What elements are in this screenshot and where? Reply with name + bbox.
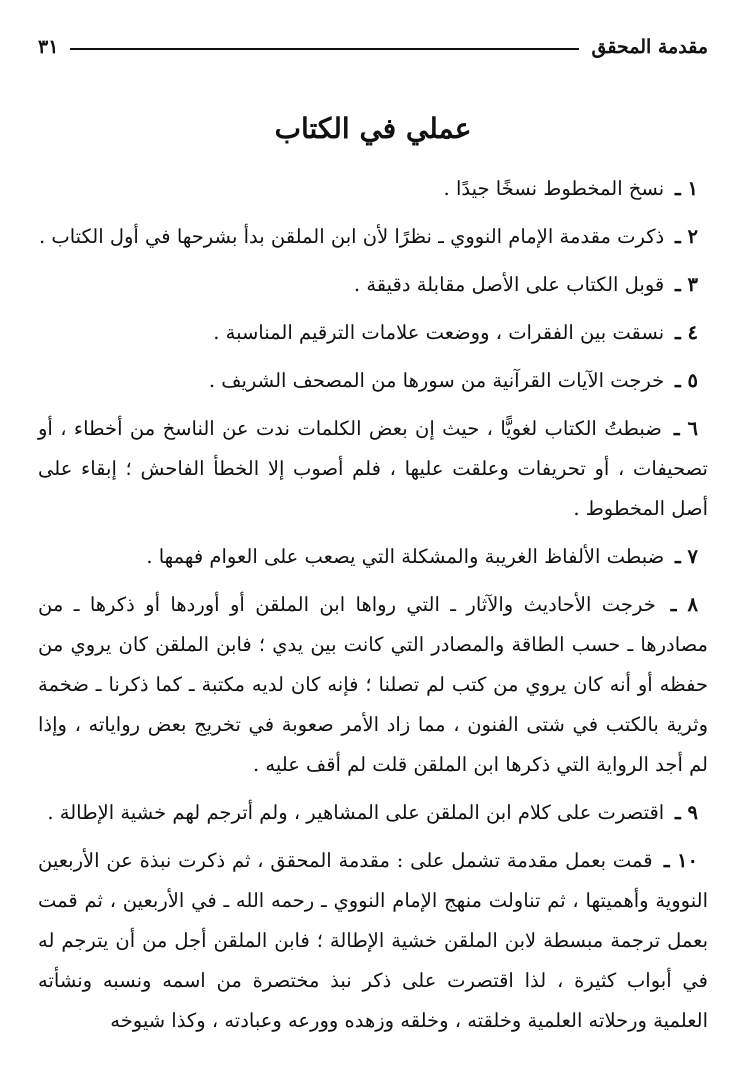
item-text: خرجت الأحاديث والآثار ـ التي رواها ابن الملقن أو أوردها أو ذكرها ـ من مصادرها ـ حسب الطاقة والمصادر التي كانت بين يدي ؛ فابن الملقن كان يروي من حفظه أو أنه كان يروي من كتب لم تصلنا ؛ فإنه كان لديه مكتبة ـ كما ذكرنا ـ ضخمة وثرية بالكتب في شتى الفنون ، مما زاد الأمر صعوبة في تخريج بعض رواياته ، وإذا لم أجد الرواية التي ذكرها ابن الملقن قلت لم أقف عليه . <box>38 593 708 776</box>
item-number: ١ ـ <box>668 177 698 200</box>
item-number: ٥ ـ <box>668 369 698 392</box>
running-header <box>38 32 708 62</box>
item-number: ٢ ـ <box>668 225 698 248</box>
item-number: ٧ ـ <box>668 545 698 568</box>
item-text: قوبل الكتاب على الأصل مقابلة دقيقة . <box>353 273 665 296</box>
item-text: قمت بعمل مقدمة تشمل على : مقدمة المحقق ، ثم ذكرت نبذة عن الأربعين النووية وأهميتها ، ثم تناولت منهج الإمام النووي ـ رحمه الله ـ في الأربعين ، ثم قمت بعمل ترجمة مبسطة لابن الملقن خشية الإطالة ؛ فابن الملقن أجل من أن يترجم له في أبواب كثيرة ، لذا اقتصرت على ذكر نبذ مختصرة من اسمه ونسبه ونشأته العلمية ورحلاته العلمية وخلقته ، وخلقه وزهده وورعه وعبادته ، وكذا شيوخه <box>38 849 708 1032</box>
item-text: نسخ المخطوط نسخًا جيدًا . <box>443 177 665 200</box>
list-item <box>38 585 708 785</box>
list-item <box>38 793 708 833</box>
items-list <box>38 169 708 1041</box>
list-item <box>38 841 708 1041</box>
item-text: خرجت الآيات القرآنية من سورها من المصحف الشريف . <box>208 369 665 392</box>
list-item <box>38 409 708 529</box>
list-item <box>38 217 708 257</box>
section-title: عملي في الكتاب <box>274 112 472 145</box>
item-text: اقتصرت على كلام ابن الملقن على المشاهير ، ولم أترجم لهم خشية الإطالة . <box>47 801 665 824</box>
item-number: ٦ ـ <box>665 417 698 440</box>
item-text: نسقت بين الفقرات ، ووضعت علامات الترقيم المناسبة . <box>213 321 665 344</box>
list-item <box>38 265 708 305</box>
item-number: ٨ ـ <box>659 593 698 616</box>
list-item <box>38 313 708 353</box>
item-text: ذكرت مقدمة الإمام النووي ـ نظرًا لأن ابن الملقن بدأ بشرحها في أول الكتاب . <box>38 225 665 248</box>
item-number: ٤ ـ <box>668 321 698 344</box>
page-number: ٣١ <box>38 36 59 58</box>
item-text: ضبطتُ الكتاب لغويًّا ، حيث إن بعض الكلمات ندت عن الناسخ من أخطاء ، أو تصحيفات ، أو تحريفات وعلقت عليها ، فلم أصوب إلا الخطأ الفاحش ؛ إبقاء على أصل المخطوط . <box>38 417 708 520</box>
header-rule <box>70 48 579 50</box>
item-number: ١٠ ـ <box>656 849 698 872</box>
item-number: ٩ ـ <box>668 801 698 824</box>
list-item <box>38 361 708 401</box>
list-item <box>38 169 708 209</box>
list-item <box>38 537 708 577</box>
item-number: ٣ ـ <box>668 273 698 296</box>
item-text: ضبطت الألفاظ الغريبة والمشكلة التي يصعب على العوام فهمها . <box>146 545 665 568</box>
header-section-title: مقدمة المحقق <box>591 36 708 58</box>
